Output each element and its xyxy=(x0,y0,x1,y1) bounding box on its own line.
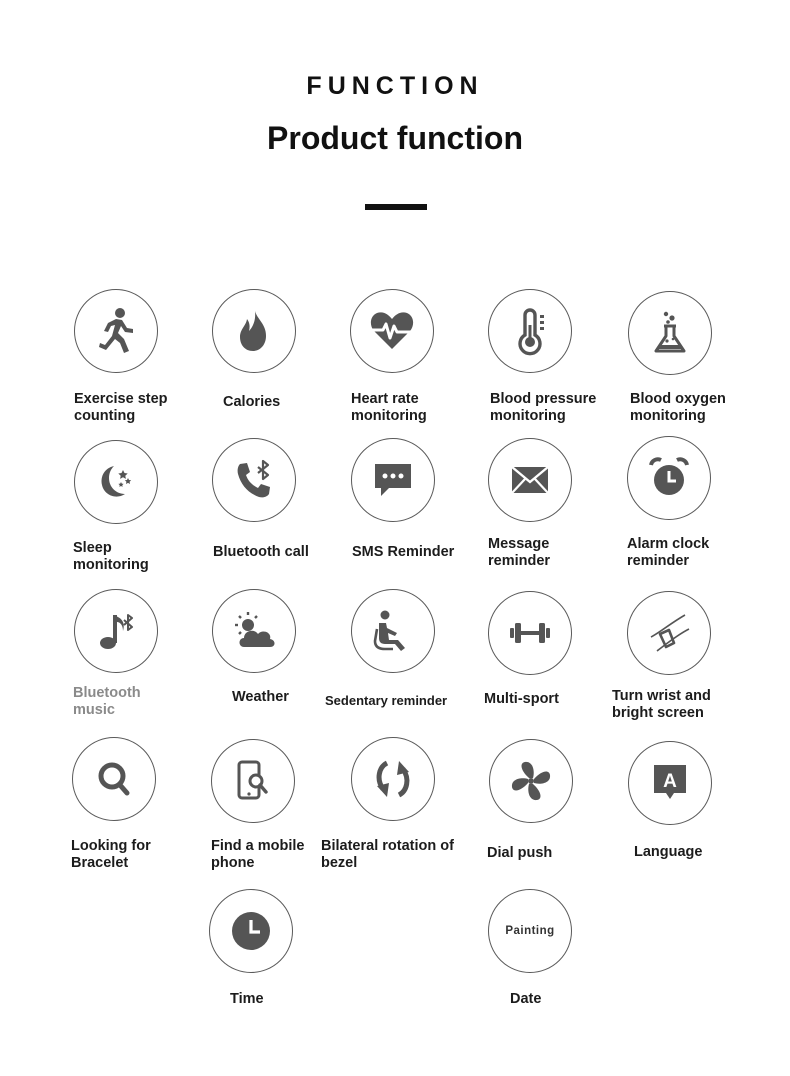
label-multi-sport: Multi-sport xyxy=(484,691,559,707)
label-exercise-step-counting: Exercise step counting xyxy=(74,391,168,424)
label-sedentary: Sedentary reminder xyxy=(325,693,448,708)
label-time: Time xyxy=(230,991,264,1007)
date-circle xyxy=(488,889,572,973)
language-glyph: A xyxy=(663,771,677,792)
music-note-bluetooth-icon xyxy=(74,589,158,673)
flame-icon xyxy=(212,289,296,373)
date-circle-text: Painting xyxy=(505,925,555,937)
label-weather: Weather xyxy=(232,689,289,705)
dumbbell-icon xyxy=(488,591,572,675)
label-heart-rate: Heart rate monitoring xyxy=(351,391,427,424)
seated-person-icon xyxy=(351,589,435,673)
running-person-icon xyxy=(74,289,158,373)
label-language: Language xyxy=(634,844,703,860)
phone-bluetooth-icon xyxy=(212,438,296,522)
label-date: Date xyxy=(510,991,542,1007)
function-kicker: FUNCTION xyxy=(306,72,484,100)
title-divider xyxy=(365,204,427,210)
label-looking-for-bracelet: Looking for Bracelet xyxy=(71,838,151,871)
envelope-icon xyxy=(488,438,572,522)
label-find-phone: Find a mobile phone xyxy=(211,838,305,871)
magnifier-icon xyxy=(72,737,156,821)
heart-pulse-icon xyxy=(350,289,434,373)
flask-icon xyxy=(628,291,712,375)
label-bluetooth-music: Bluetooth music xyxy=(73,685,141,718)
phone-search-icon xyxy=(211,739,295,823)
label-bilateral-rotation: Bilateral rotation of bezel xyxy=(321,838,454,871)
label-sleep: Sleep monitoring xyxy=(73,540,149,573)
page-title: Product function xyxy=(267,120,523,156)
label-alarm: Alarm clock reminder xyxy=(627,536,710,569)
language-bubble-icon xyxy=(628,741,712,825)
label-bluetooth-call: Bluetooth call xyxy=(213,544,309,560)
clock-icon xyxy=(209,889,293,973)
label-calories: Calories xyxy=(223,394,281,410)
sun-cloud-icon xyxy=(212,589,296,673)
label-dial-push: Dial push xyxy=(487,845,553,861)
fan-icon xyxy=(489,739,573,823)
rotation-arrows-icon xyxy=(351,737,435,821)
thermometer-icon xyxy=(488,289,572,373)
label-message: Message reminder xyxy=(488,536,551,569)
label-blood-oxygen: Blood oxygen monitoring xyxy=(630,391,726,424)
moon-stars-icon xyxy=(74,440,158,524)
label-turn-wrist: Turn wrist and bright screen xyxy=(612,688,711,721)
chat-bubble-icon xyxy=(351,438,435,522)
label-blood-pressure: Blood pressure monitoring xyxy=(490,391,597,424)
label-sms: SMS Reminder xyxy=(352,544,455,560)
wrist-band-icon xyxy=(627,591,711,675)
alarm-clock-icon xyxy=(627,436,711,520)
